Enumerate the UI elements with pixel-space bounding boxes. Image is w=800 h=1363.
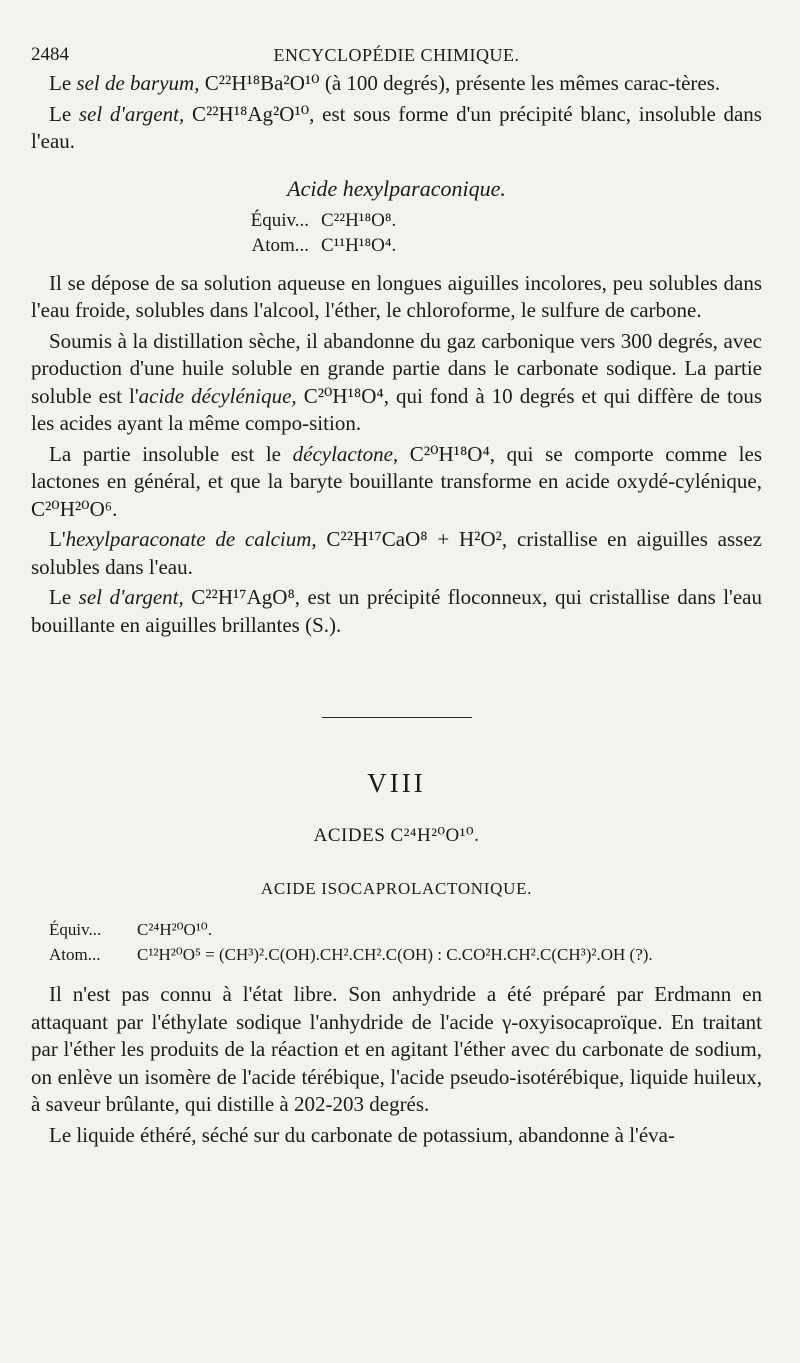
equiv-label-2: Équiv...: [49, 920, 102, 939]
paragraph-distillation: Soumis à la distillation sèche, il abandonne du gaz carbonique vers 300 degrés, avec production d'une huile soluble en grande partie dans le carbonate sodique. La partie soluble est l'acide décylénique, C²⁰H¹⁸O⁴, qui fond à 10 degrés et qui diffère de tous les acides ayant la même compo-sition.: [31, 328, 763, 435]
atom-row-2: [49, 942, 762, 967]
atom-formula: C¹¹H¹⁸O⁴.: [321, 234, 397, 256]
paragraph-erdmann: Il n'est pas connu à l'état libre. Son anhydride a été préparé par Erdmann en attaquant par l'éthylate sodique l'anhydride de l'acide γ-oxyisocaproïque. En traitant par l'éther les produits de la réaction et en agitant l'éther avec du carbonate de sodium, on enlève un isomère de l'acide térébique, l'acide pseudo-isotérébique, liquide huileux, à saveur brûlante, qui distille à 202-203 degrés.: [31, 982, 762, 1116]
atom-label: Atom...: [251, 234, 309, 256]
equiv-formula: C²²H¹⁸O⁸.: [321, 209, 397, 231]
page-header: [31, 40, 762, 70]
running-head: ENCYCLOPÉDIE CHIMIQUE.: [273, 45, 520, 65]
atom-formula-2: C¹²H²⁰O⁵ = (CH³)².C(OH).CH².CH².C(OH) : C.CO²H.CH².C(CH³)².OH (?).: [137, 945, 653, 964]
section-divider: [322, 717, 472, 718]
formula-block-hexylparaconic: [31, 208, 762, 258]
page-number: 2484: [31, 44, 69, 65]
chapter-title: ACIDES C²⁴H²⁰O¹⁰.: [313, 825, 480, 846]
equiv-row-2: [49, 917, 762, 942]
equiv-row: [31, 208, 762, 233]
atom-label-2: Atom...: [49, 945, 101, 964]
subheading-isocaprolactonic: ACIDE ISOCAPROLACTONIQUE.: [260, 879, 533, 898]
equiv-formula-2: C²⁴H²⁰O¹⁰.: [137, 920, 212, 939]
formula-block-isocaprolactonic: [49, 917, 762, 967]
paragraph-decylactone: La partie insoluble est le décylactone, C²⁰H¹⁸O⁴, qui se comporte comme les lactones en général, et que la baryte bouillante transforme en acide oxydé-cylénique, C²⁰H²⁰O⁶.: [31, 441, 762, 521]
paragraph-barium-salt: Le sel de baryum, C²²H¹⁸Ba²O¹⁰ (à 100 degrés), présente les mêmes carac-tères.: [49, 71, 721, 95]
paragraph-silver-salt: Le sel d'argent, C²²H¹⁸Ag²O¹⁰, est sous forme d'un précipité blanc, insoluble dans l'eau.: [31, 101, 762, 153]
paragraph-silver-salt-2: Le sel d'argent, C²²H¹⁷AgO⁸, est un précipité floconneux, qui cristallise dans l'eau bouillante en aiguilles brillantes (S.).: [31, 585, 762, 637]
paragraph-solubility: Il se dépose de sa solution aqueuse en longues aiguilles incolores, peu solubles dans l'eau froide, solubles dans l'alcool, l'éther, le chloroforme, le sulfure de carbone.: [31, 270, 762, 322]
atom-row: [31, 233, 762, 258]
paragraph-ether-liquid: Le liquide éthéré, séché sur du carbonate de potassium, abandonne à l'éva-: [49, 1122, 675, 1147]
equiv-label: Équiv...: [250, 209, 309, 231]
section-title-hexylparaconic: Acide hexylparaconique.: [287, 175, 506, 201]
chapter-number: VIII: [367, 768, 426, 798]
paragraph-calcium-salt: L'hexylparaconate de calcium, C²²H¹⁷CaO⁸ + H²O², cristallise en aiguilles assez solubles dans l'eau.: [31, 527, 762, 579]
